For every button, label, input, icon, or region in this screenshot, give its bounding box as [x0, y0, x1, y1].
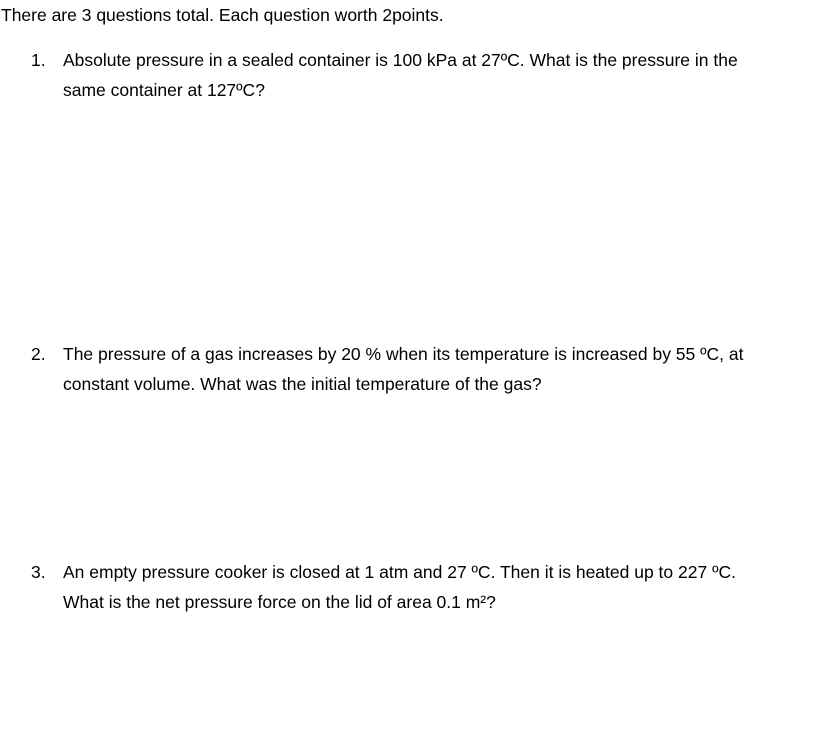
- question-line: constant volume. What was the initial temperature of the gas?: [63, 374, 542, 394]
- question-text: [63, 339, 808, 399]
- question-number: 1.: [31, 50, 46, 70]
- question-text: [63, 45, 808, 105]
- question-line: The pressure of a gas increases by 20 % when its temperature is increased by 55 ºC, at: [63, 344, 744, 364]
- question-line: Absolute pressure in a sealed container is 100 kPa at 27ºC. What is the pressure in the: [63, 50, 738, 70]
- question-text: [63, 557, 808, 617]
- question-line: same container at 127ºC?: [63, 80, 265, 100]
- question-line: What is the net pressure force on the lid of area 0.1 m²?: [63, 592, 496, 612]
- question-number: 2.: [31, 344, 46, 364]
- question-line: An empty pressure cooker is closed at 1 atm and 27 ºC. Then it is heated up to 227 ºC.: [63, 562, 736, 582]
- instructions-text: There are 3 questions total. Each question worth 2points.: [1, 5, 444, 25]
- question-number: 3.: [31, 562, 46, 582]
